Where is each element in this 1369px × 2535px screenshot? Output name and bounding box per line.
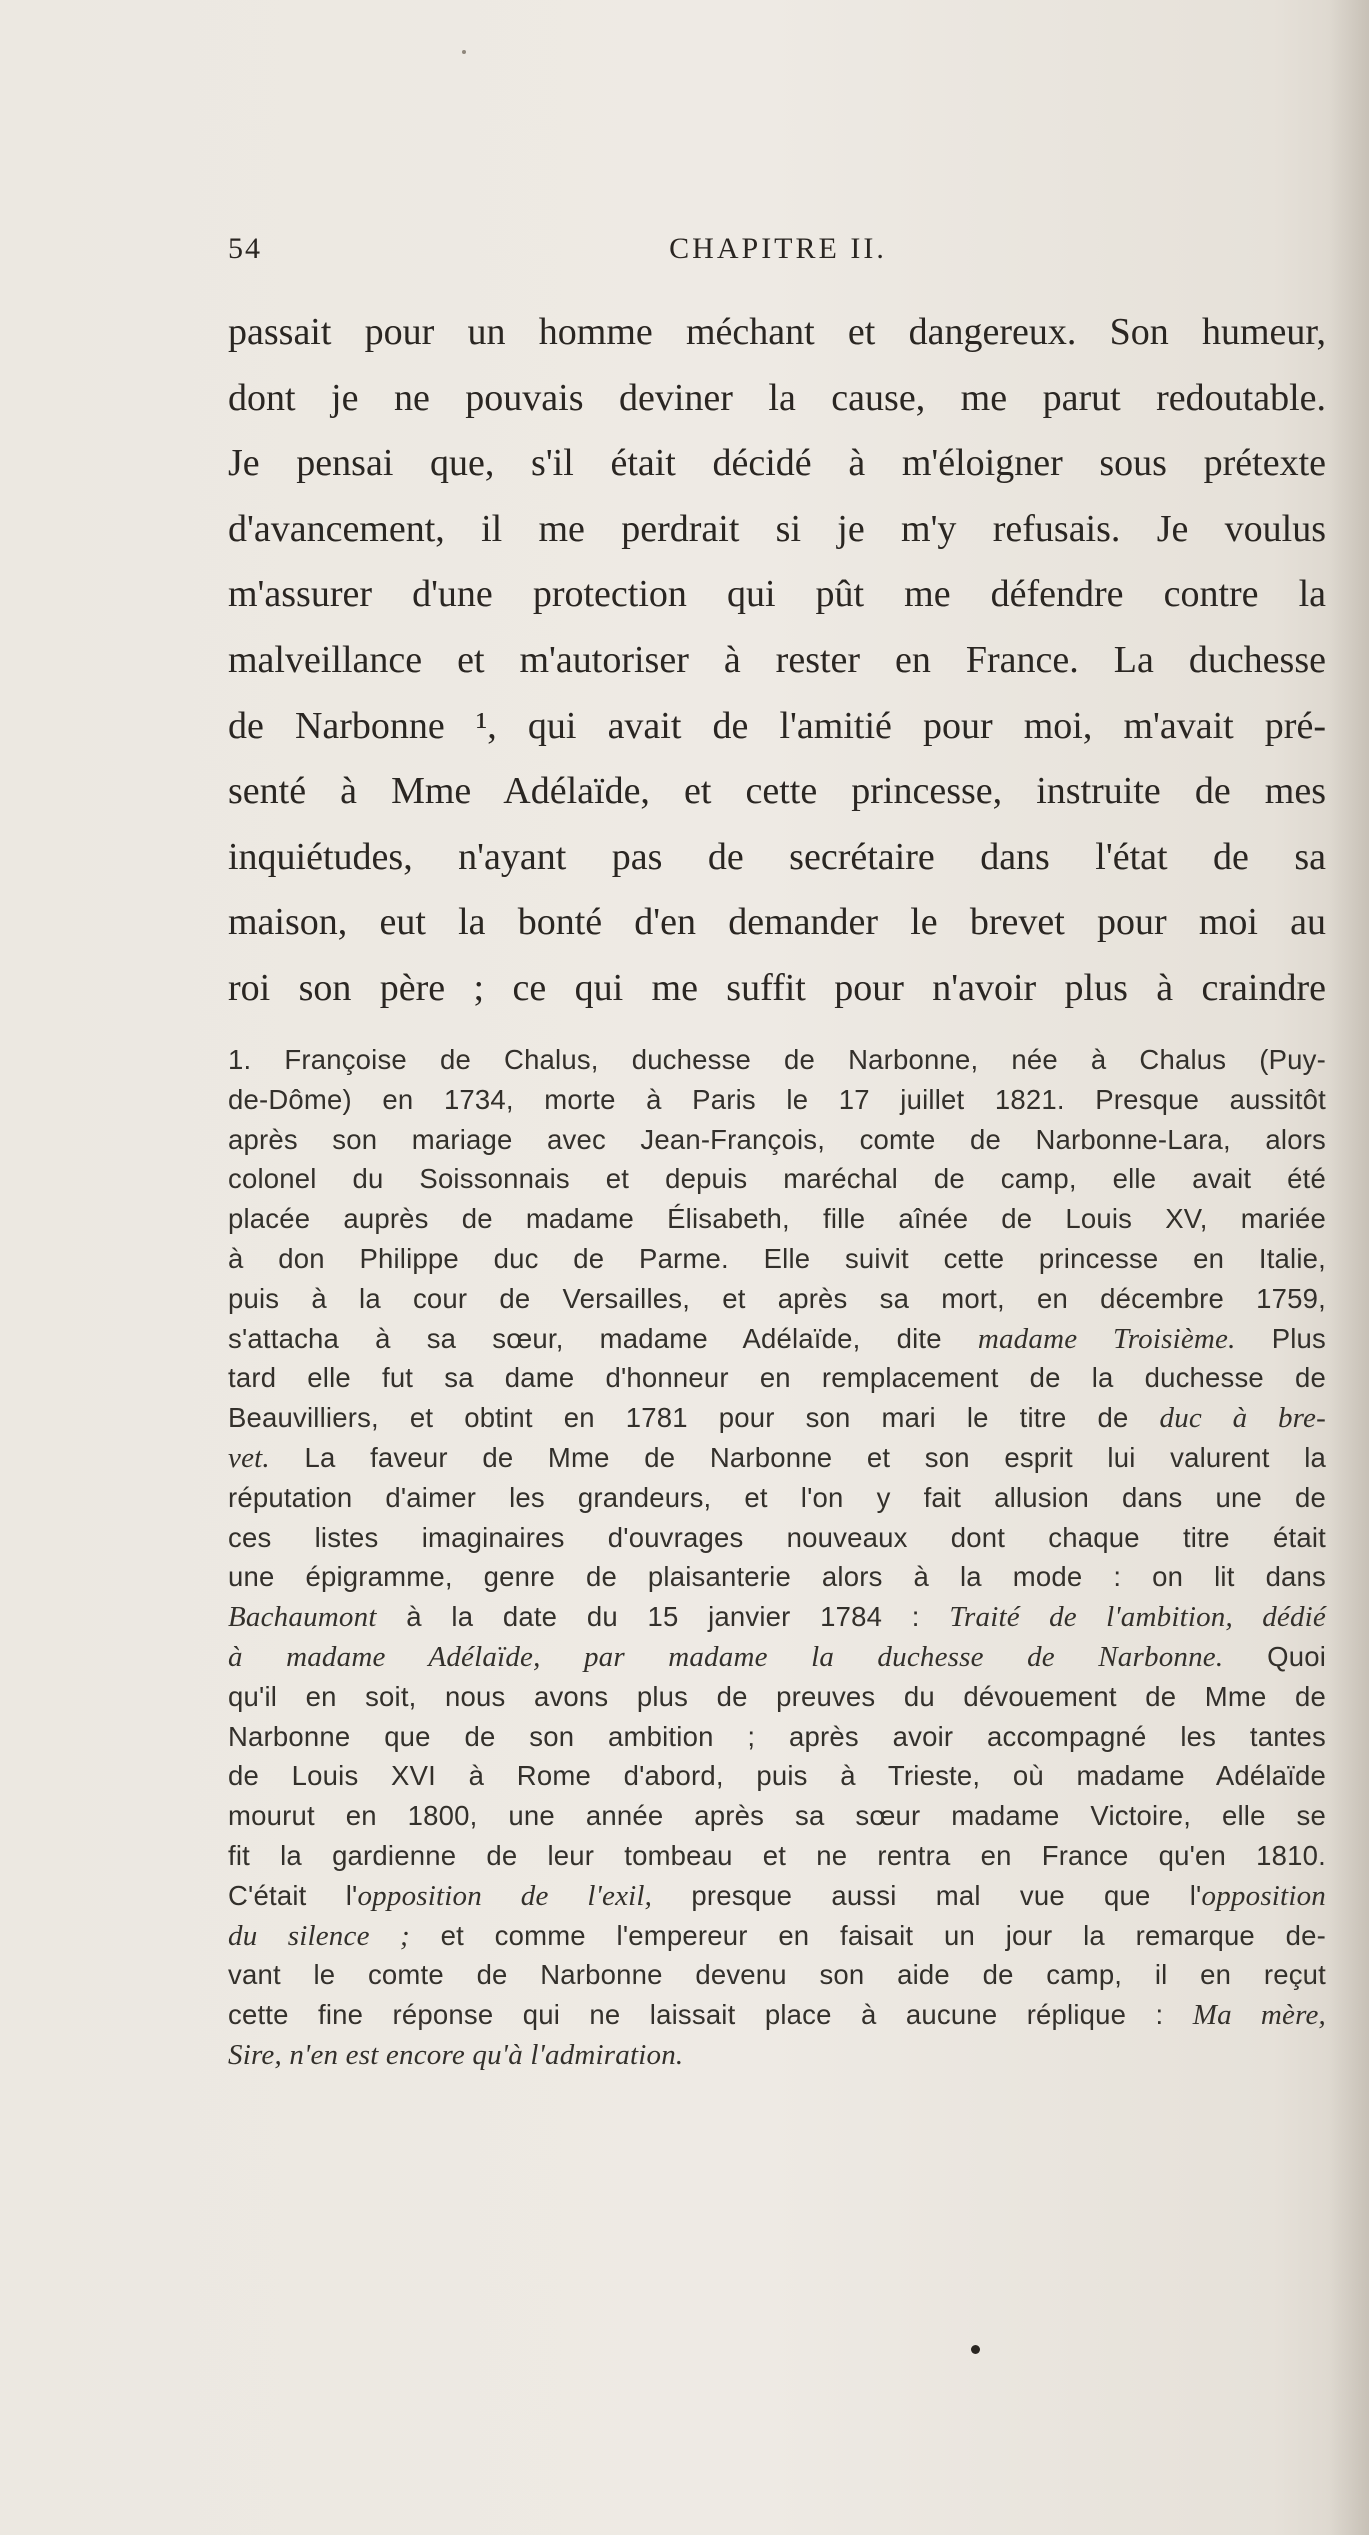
footnote-run: puis à la cour de Versailles, et après sa mort, en décembre 1759, — [228, 1282, 1326, 1314]
footnote-run: après son mariage avec Jean-François, comte de Narbonne-Lara, alors — [228, 1123, 1326, 1155]
footnote-line — [228, 1159, 1326, 1199]
footnote-run: mourut en 1800, une année après sa sœur madame Victoire, elle se — [228, 1800, 1326, 1832]
footnote-run: fit la gardienne de leur tombeau et ne rentra en France qu'en 1810. — [228, 1839, 1326, 1871]
footnote-italic-run: Ma mère, — [1192, 1999, 1327, 2032]
footnote-italic-run: duc à bre- — [1159, 1402, 1326, 1435]
footnote-run: à don Philippe duc de Parme. Elle suivit cette princesse en Italie, — [228, 1242, 1326, 1274]
text-line: passait pour un homme méchant et dangereux. Son humeur, — [228, 311, 1326, 353]
footnote-run: tard elle fut sa dame d'honneur en remplacement de la duchesse de — [228, 1362, 1326, 1394]
text-line: d'avancement, il me perdrait si je m'y refusais. Je voulus — [228, 507, 1326, 550]
page-edge-shadow — [1329, 0, 1369, 2535]
footnote-line — [228, 1955, 1326, 1995]
footnote-run: ces listes imaginaires d'ouvrages nouveaux dont chaque titre était — [228, 1521, 1326, 1553]
footnote-line — [228, 1916, 1326, 1956]
footnote-line — [228, 1120, 1326, 1160]
footnote-run: qu'il en soit, nous avons plus de preuves du dévouement de Mme de — [228, 1680, 1326, 1712]
footnote-run: de-Dôme) en 1734, morte à Paris le 17 juillet 1821. Presque aussitôt — [228, 1083, 1326, 1115]
footnote-line — [228, 1398, 1326, 1438]
text-line: maison, eut la bonté d'en demander le brevet pour moi au — [228, 901, 1326, 944]
footnote-line — [228, 1637, 1326, 1677]
text-line: roi son père ; ce qui me suffit pour n'avoir plus à craindre — [228, 966, 1326, 1009]
footnote-run: et comme l'empereur en faisait un jour la remarque de- — [409, 1919, 1327, 1951]
main-text — [228, 300, 1326, 1022]
page-number: 54 — [228, 232, 262, 265]
footnote-line — [228, 2035, 1326, 2075]
footnote-line — [228, 1836, 1326, 1876]
footnote-run: cette fine réponse qui ne laissait place à aucune réplique : — [228, 1999, 1193, 2031]
footnote-run: Beauvilliers, et obtint en 1781 pour son mari le titre de — [228, 1402, 1160, 1434]
text-line: inquiétudes, n'ayant pas de secrétaire dans l'état de sa — [228, 835, 1326, 878]
footnote-run: vant le comte de Narbonne devenu son aide de camp, il en reçut — [228, 1959, 1326, 1991]
paper-speck — [462, 50, 466, 54]
footnote-italic-run: vet. — [228, 1441, 270, 1474]
running-header — [228, 232, 1328, 272]
text-line: malveillance et m'autoriser à rester en France. La duchesse — [228, 638, 1326, 681]
footnote-run: Quoi — [1223, 1640, 1327, 1672]
footnote-line — [228, 1199, 1326, 1239]
footnote-line — [228, 1717, 1326, 1757]
footnote-line — [228, 1995, 1326, 2035]
footnote-line — [228, 1319, 1326, 1359]
footnote-line — [228, 1756, 1326, 1796]
footnote-run: La faveur de Mme de Narbonne et son esprit lui valurent la — [269, 1441, 1326, 1473]
text-line: Je pensai que, s'il était décidé à m'éloigner sous prétexte — [228, 442, 1326, 485]
footnote-run: colonel du Soissonnais et depuis maréchal de camp, elle avait été — [228, 1163, 1326, 1195]
footnote-block — [228, 1040, 1326, 2075]
chapter-title: CHAPITRE II. — [669, 232, 887, 265]
footnote-italic-run: madame Troisième. — [977, 1322, 1236, 1355]
text-line: m'assurer d'une protection qui pût me défendre contre la — [228, 573, 1326, 616]
footnote-line — [228, 1876, 1326, 1916]
footnote-run: 1. Françoise de Chalus, duchesse de Narbonne, née à Chalus (Puy- — [228, 1044, 1326, 1075]
footnote-italic-run: du silence ; — [228, 1919, 410, 1952]
footnote-run: Narbonne que de son ambition ; après avoir accompagné les tantes — [228, 1720, 1326, 1752]
footnote-run: à la date du 15 janvier 1784 : — [376, 1601, 950, 1633]
footnote-run: réputation d'aimer les grandeurs, et l'on y fait allusion dans une de — [228, 1481, 1326, 1513]
footnote-run: Plus — [1235, 1322, 1327, 1354]
footnote-line — [228, 1796, 1326, 1836]
footnote-line — [228, 1438, 1326, 1478]
footnote-line — [228, 1080, 1326, 1120]
footnote-line — [228, 1557, 1326, 1597]
footnote-line — [228, 1239, 1326, 1279]
footnote-line — [228, 1040, 1326, 1080]
footnote-run: C'était l' — [228, 1879, 358, 1911]
footnote-run: une épigramme, genre de plaisanterie alors à la mode : on lit dans — [228, 1561, 1326, 1593]
footnote-italic-run: Bachaumont — [228, 1601, 377, 1634]
footnote-italic-run: Sire, n'en est encore qu'à l'admiration. — [228, 2038, 684, 2071]
footnote-run: presque aussi mal vue que l' — [652, 1879, 1202, 1911]
footnote-italic-run: Traité de l'ambition, dédié — [949, 1601, 1326, 1634]
text-line: dont je ne pouvais deviner la cause, me parut redoutable. — [228, 376, 1326, 419]
footnote-line — [228, 1677, 1326, 1717]
footnote-run: placée auprès de madame Élisabeth, fille aînée de Louis XV, mariée — [228, 1203, 1326, 1235]
footnote-line — [228, 1358, 1326, 1398]
footnote-line — [228, 1597, 1326, 1637]
footnote-line — [228, 1518, 1326, 1558]
footnote-line — [228, 1279, 1326, 1319]
text-line: de Narbonne ¹, qui avait de l'amitié pour moi, m'avait pré- — [228, 704, 1326, 747]
footnote-run: de Louis XVI à Rome d'abord, puis à Trieste, où madame Adélaïde — [228, 1760, 1326, 1792]
footnote-run: s'attacha à sa sœur, madame Adélaïde, dite — [228, 1322, 978, 1354]
footnote-italic-run: opposition — [1201, 1879, 1326, 1912]
footnote-italic-run: à madame Adélaïde, par madame la duchesse de Narbonne. — [228, 1640, 1224, 1673]
footnote-line — [228, 1478, 1326, 1518]
text-line: senté à Mme Adélaïde, et cette princesse, instruite de mes — [228, 770, 1326, 813]
footnote-italic-run: opposition de l'exil, — [357, 1879, 653, 1912]
ink-dot — [971, 2345, 980, 2354]
